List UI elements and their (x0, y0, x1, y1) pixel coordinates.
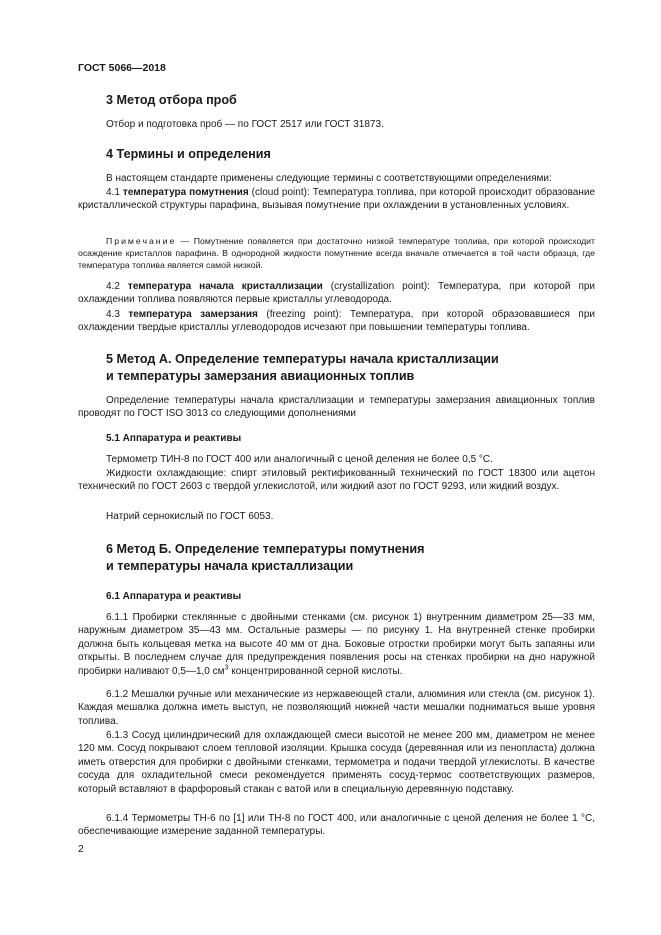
section-4-title: 4 Термины и определения (106, 147, 271, 161)
term-4-3-definition: (freezing point): Температура, при которой образовавшиеся при охлаждении твердые кристаллы углеводородов исчезают при повышении температуры топлива. (78, 309, 595, 334)
note-4-1 (78, 236, 595, 271)
term-4-1-definition: (cloud point): Температура топлива, при которой происходит образование кристаллической структуры парафина, вызывая помутнение при охлаждении в установленных условиях. (78, 187, 595, 212)
section-6-1-1-text: 6.1.1 Пробирки стеклянные с двойными стенками (см. рисунок 1) внутренним диаметром 25—33 мм, наружным диаметром 35—43 мм. Остальные размеры — по рисунку 1. На внутренней стенке пробирки должна быть кольцевая метка на высоте 40 мм от дна. Боковые отростки пробирки могут быть запаяны или открыты. В последнем случае для предупреждения появления росы на стенках пробирки на дно наружной пробирки наливают 0,5—1,0 см (78, 612, 595, 677)
term-4-2-definition: (crystallization point): Температура, при которой при охлаждении топлива появляются первые кристаллы углеводорода. (78, 281, 596, 306)
section-6-1-3: 6.1.3 Сосуд цилиндрический для охлаждающей смеси высотой не менее 200 мм, диаметром не менее 120 мм. Сосуд покрывают слоем тепловой изоляции. Крышка сосуда (деревянная или из пенопласта) должна иметь отверстия для пробирки с двойными стенками, термометра и подачи твердой углекислоты. В качестве сосуда для охладительной смеси рекомендуется применять сосуд-термос соответствующих размеров, который вставляют в фарфоровый стакан с ватой или в специальную деревянную подставку. (78, 730, 595, 795)
section-6-title (106, 541, 425, 575)
section-5-1-p3: Натрий сернокислый по ГОСТ 6053. (106, 511, 274, 522)
section-6-1-1 (78, 611, 595, 678)
section-6-title-line-1: 6 Метод Б. Определение температуры помутнения (106, 542, 425, 556)
note-text: — Помутнение появляется при достаточно низкой температуре топлива, при которой происходит осаждение кристаллов парафина. В однородной жидкости помутнение всегда вначале отмечается в той части образца, где температура топлива является самой низкой. (78, 236, 595, 270)
section-5-title-line-2: и температуры замерзания авиационных топлив (106, 369, 415, 383)
section-3-title: 3 Метод отбора проб (106, 93, 237, 107)
section-3-text: Отбор и подготовка проб — по ГОСТ 2517 или ГОСТ 31873. (106, 119, 384, 130)
section-4-intro: В настоящем стандарте применены следующие термины с соответствующими определениями: (106, 173, 552, 184)
section-5-1-title: 5.1 Аппаратура и реактивы (106, 433, 242, 444)
term-4-3-number: 4.3 (106, 309, 120, 320)
section-5-intro: Определение температуры начала кристаллизации и температуры замерзания авиационных топлив проводят по ГОСТ ISO 3013 со следующими дополнениями (78, 395, 595, 420)
term-4-1-number: 4.1 (106, 187, 120, 198)
section-6-title-line-2: и температуры начала кристаллизации (106, 559, 354, 573)
section-5-1-p2: Жидкости охлаждающие: спирт этиловый ректификованный технический по ГОСТ 18300 или ацетон технический по ГОСТ 2603 с твердой углекислотой, или жидкий азот по ГОСТ 9293, или жидкий воздух. (78, 468, 595, 493)
section-6-1-title: 6.1 Аппаратура и реактивы (106, 591, 242, 602)
term-4-2-term: температура начала кристаллизации (127, 281, 323, 292)
note-label: Примечание (106, 236, 177, 246)
section-6-1-1-tail: концентрированной серной кислоты. (228, 665, 403, 677)
term-4-3-term: температура замерзания (128, 309, 258, 320)
term-4-2 (78, 280, 595, 307)
cubic-superscript: 3 (224, 664, 229, 672)
section-5-title-line-1: 5 Метод А. Определение температуры начала кристаллизации (106, 352, 499, 366)
term-4-1-term: температура помутнения (122, 187, 249, 198)
section-6-1-2: 6.1.2 Мешалки ручные или механические из нержавеющей стали, алюминия или стекла (см. рисунок 1). Каждая мешалка должна иметь выступ, не позволяющий нижней части мешалки подниматься выше уровня топлива. (78, 689, 595, 727)
page-number: 2 (78, 843, 84, 855)
term-4-3 (78, 308, 595, 335)
section-5-title (106, 351, 499, 385)
section-6-1-4: 6.1.4 Термометры ТН-6 по [1] или ТН-8 по ГОСТ 400, или аналогичные с ценой деления не более 1 °С, обеспечивающие измерение заданной температуры. (78, 813, 595, 838)
document-header: ГОСТ 5066—2018 (78, 62, 166, 74)
section-5-1-p1: Термометр ТИН-8 по ГОСТ 400 или аналогичный с ценой деления не более 0,5 °С. (106, 454, 493, 465)
term-4-2-number: 4.2 (106, 281, 120, 292)
term-4-1 (78, 186, 595, 213)
